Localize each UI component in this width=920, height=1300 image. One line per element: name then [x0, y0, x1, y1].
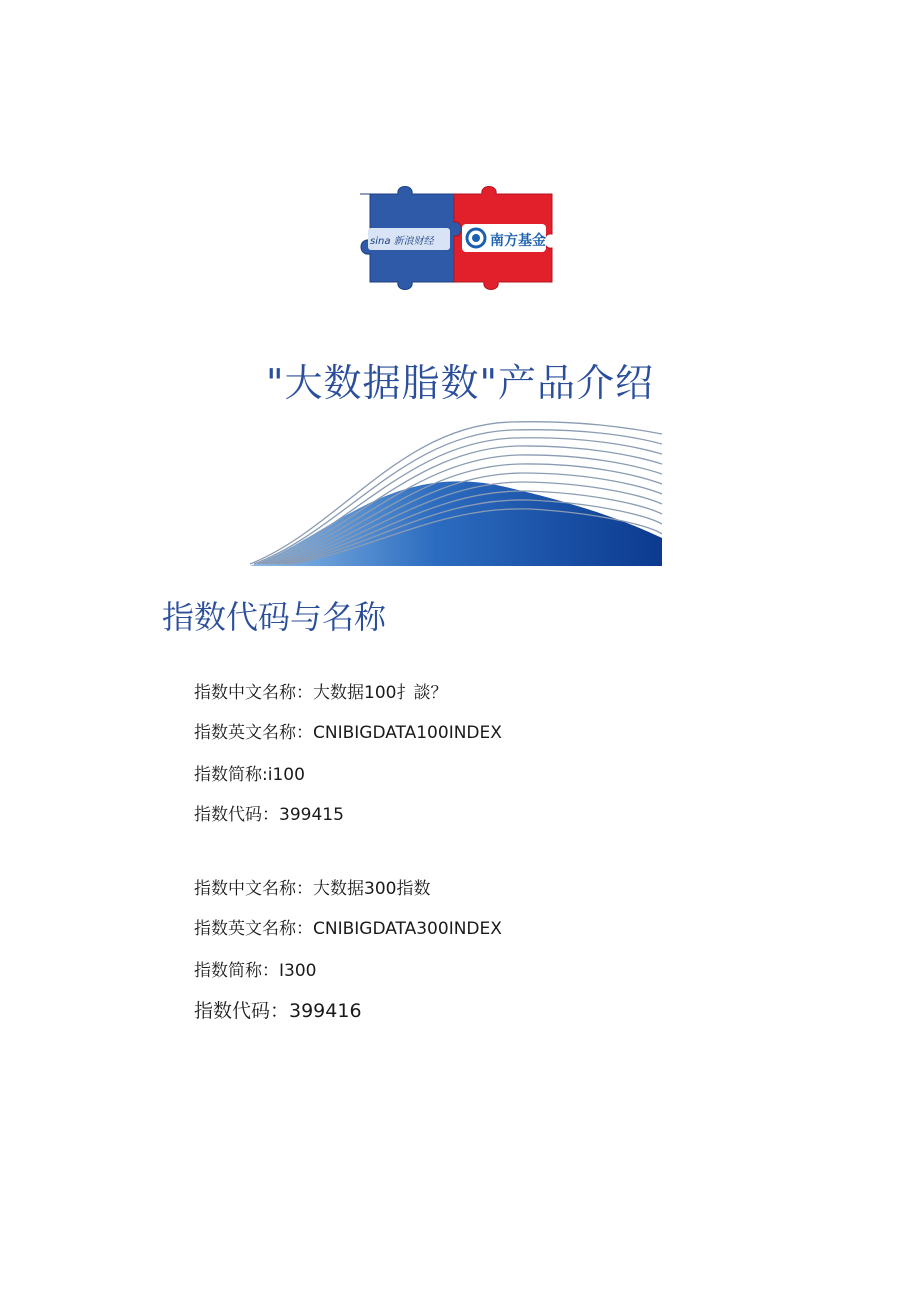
section-title: 指数代码与名称: [162, 598, 387, 636]
index2-en-name: 指数英文名称：CNIBIGDATA300INDEX: [194, 919, 502, 939]
index1-cn-name: 指数中文名称：大数据100扌談？: [194, 683, 448, 703]
index1-short-name: 指数简称:i100: [194, 765, 305, 785]
logo-left-text: sina 新浪财经: [370, 236, 434, 247]
index2-short-name: 指数简称：I300: [194, 961, 317, 981]
index1-en-name: 指数英文名称：CNIBIGDATA100INDEX: [194, 723, 502, 743]
index1-code: 指数代码：399415: [194, 805, 344, 825]
partner-logo: [358, 184, 554, 294]
index2-code: 指数代码：399416: [194, 1000, 362, 1022]
logo-right-text: 南方基金: [490, 233, 546, 249]
document-title: "大数据脂数"产品介绍: [266, 361, 654, 405]
index2-cn-name: 指数中文名称：大数据300指数: [194, 879, 431, 899]
decorative-swoosh: [250, 418, 662, 566]
